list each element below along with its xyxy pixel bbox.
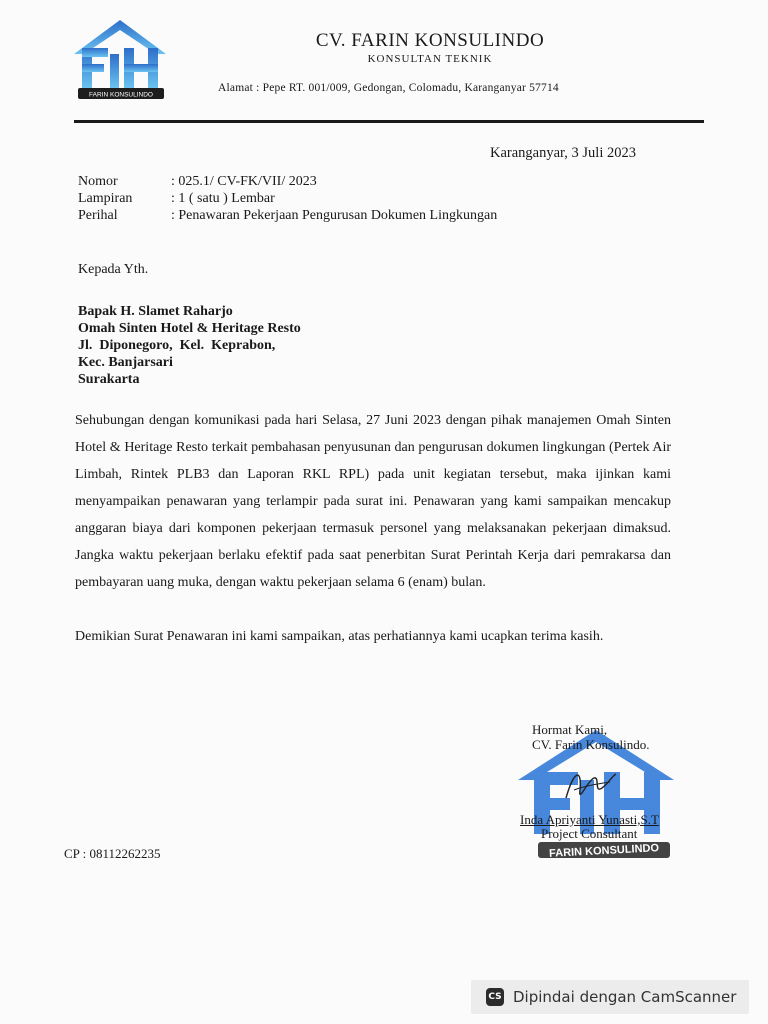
contact-phone: CP : 08112262235	[64, 846, 161, 861]
letter-meta	[78, 173, 497, 224]
company-logo	[72, 18, 168, 102]
stamp-text: FARIN KONSULINDO	[548, 842, 660, 860]
recipient-line: Bapak H. Slamet Raharjo	[78, 304, 233, 319]
meta-value: : 025.1/ CV-FK/VII/ 2023	[171, 174, 317, 189]
scanner-watermark	[471, 980, 749, 1014]
signature-regards: Hormat Kami,	[532, 722, 608, 737]
recipient-line: Jl. Diponegoro, Kel. Keprabon,	[78, 338, 276, 353]
signatory-title: Project Consultant	[541, 826, 638, 841]
meta-key: Perihal	[78, 208, 118, 223]
handwritten-signature	[560, 760, 620, 810]
recipient-line: Omah Sinten Hotel & Heritage Resto	[78, 321, 301, 336]
signatory-name: Inda Apriyanti Yunasti,S.T	[520, 812, 659, 827]
meta-key: Nomor	[78, 174, 118, 189]
place-date: Karanganyar, 3 Juli 2023	[490, 145, 636, 161]
meta-value: : 1 ( satu ) Lembar	[171, 191, 275, 206]
company-address: Alamat : Pepe RT. 001/009, Gedongan, Colomadu, Karanganyar 57714	[218, 82, 559, 94]
scanner-text: Dipindai dengan CamScanner	[513, 988, 737, 1006]
company-name: CV. FARIN KONSULINDO	[315, 30, 545, 51]
letter-closing: Demikian Surat Penawaran ini kami sampaikan, atas perhatiannya kami ucapkan terima kasih.	[75, 629, 604, 644]
company-subtitle: KONSULTAN TEKNIK	[367, 53, 493, 65]
meta-value: : Penawaran Pekerjaan Pengurusan Dokumen Lingkungan	[171, 208, 498, 223]
recipient-block	[78, 303, 301, 388]
header-divider	[74, 120, 704, 123]
signature-company: CV. Farin Konsulindo.	[532, 737, 650, 752]
recipient-line: Surakarta	[78, 372, 140, 387]
meta-row-attachment	[78, 190, 497, 207]
meta-row-number	[78, 173, 497, 190]
camscanner-icon: CS	[486, 988, 504, 1006]
greeting: Kepada Yth.	[78, 262, 149, 277]
letter-body: Sehubungan dengan komunikasi pada hari Selasa, 27 Juni 2023 dengan pihak manajemen Omah Sinten Hotel & Heritage Resto terkait pembahasan penyusunan dan pengurusan dokumen lingkungan (Pertek Air Limbah, Rintek PLB3 dan Laporan RKL RPL) pada unit kegiatan tersebut, maka ijinkan kami menyampaikan penawaran yang terlampir pada surat ini. Penawaran yang kami sampaikan mencakup anggaran biaya dari komponen pekerjaan termasuk personel yang melaksanakan pekerjaan dimaksud. Jangka waktu pekerjaan berlaku efektif pada saat penerbitan Surat Perintah Kerja dari pemrakarsa dan pembayaran uang muka, dengan waktu pekerjaan selama 6 (enam) bulan.	[75, 413, 671, 590]
recipient-line: Kec. Banjarsari	[78, 355, 173, 370]
logo-text: FARIN KONSULINDO	[89, 91, 153, 99]
meta-row-subject	[78, 207, 497, 224]
meta-key: Lampiran	[78, 191, 133, 206]
